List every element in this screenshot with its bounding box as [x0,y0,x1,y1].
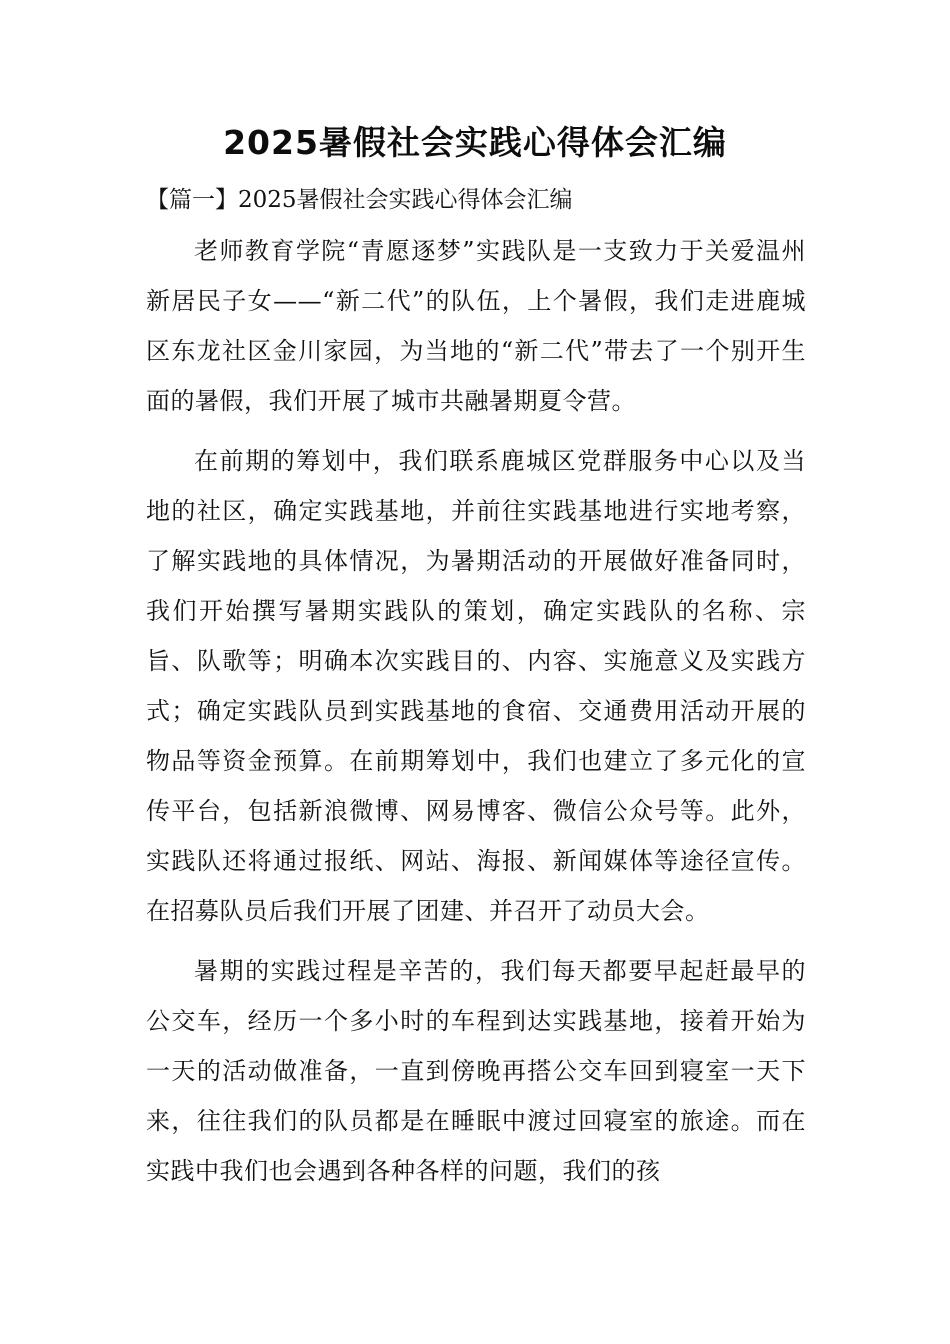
document-title: 2025暑假社会实践心得体会汇编 [223,123,727,162]
document-body [146,226,806,1206]
paragraph: 在前期的筹划中，我们联系鹿城区党群服务中心以及当地的社区，确定实践基地，并前往实践基地进行实地考察，了解实践地的具体情况，为暑期活动的开展做好准备同时，我们开始撰写暑期实践队的策划，确定实践队的名称、宗旨、队歌等；明确本次实践目的、内容、实施意义及实践方式；确定实践队员到实践基地的食宿、交通费用活动开展的物品等资金预算。在前期筹划中，我们也建立了多元化的宣传平台，包括新浪微博、网易博客、微信公众号等。此外，实践队还将通过报纸、网站、海报、新闻媒体等途径宣传。在招募队员后我们开展了团建、并召开了动员大会。 [146,447,806,925]
section-heading: 【篇一】2025暑假社会实践心得体会汇编 [146,187,573,213]
paragraph: 老师教育学院“青愿逐梦”实践队是一支致力于关爱温州新居民子女——“新二代”的队伍，上个暑假，我们走进鹿城区东龙社区金川家园，为当地的“新二代”带去了一个别开生面的暑假，我们开展了城市共融暑期夏令营。 [146,237,806,415]
paragraph: 暑期的实践过程是辛苦的，我们每天都要早起赶最早的公交车，经历一个多小时的车程到达实践基地，接着开始为一天的活动做准备，一直到傍晚再搭公交车回到寝室一天下来，往往我们的队员都是在睡眠中渡过回寝室的旅途。而在实践中我们也会遇到各种各样的问题，我们的孩 [146,957,806,1185]
